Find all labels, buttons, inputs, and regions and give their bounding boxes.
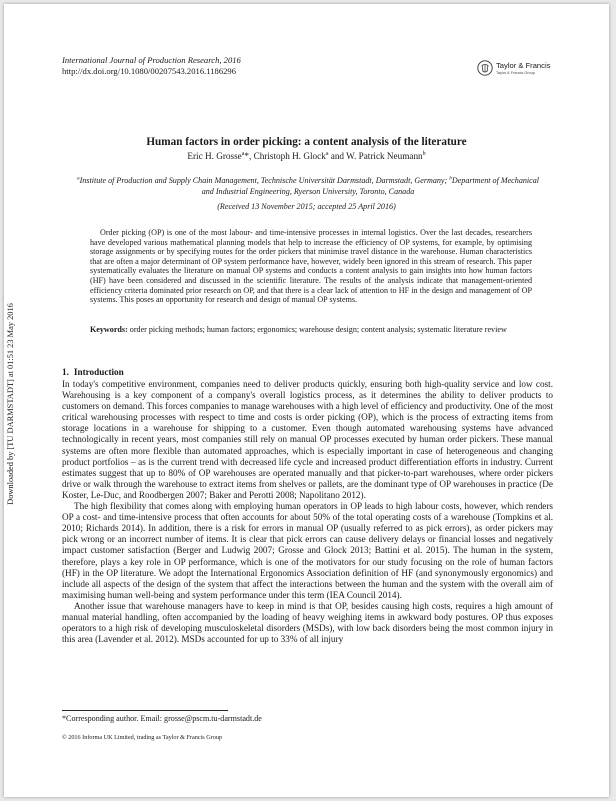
- section-heading: [62, 367, 124, 378]
- affiliation-b: Department of Mechanical and Industrial Engineering, Ryerson University, Toronto, Canada: [201, 176, 540, 196]
- section-number: 1.: [62, 367, 69, 377]
- affiliations: $^a$Institute of Production and Supply Chain Management, Technische Universität Darmstadt, Darmstadt, Germany; $^b$Department of Mechanical and Industrial Engineering, Ryerson University, Toronto, Canada: [76, 175, 540, 196]
- section-title: Introduction: [73, 367, 124, 377]
- abstract: [90, 228, 532, 305]
- author-name: W. Patrick Neumann: [346, 151, 423, 161]
- publisher-name: Taylor & Francis: [496, 61, 551, 70]
- author-affil-sup: a: [241, 150, 245, 157]
- body-paragraph: In today's competitive environment, companies need to deliver products quickly, ensuring both high-quality service and low cost. Warehousing is a key component of a company's overall logistics process, as it determines the ability to deliver products to customers on demand. This forces companies to manage warehouses with a high level of efficiency and productivity. One of the most critical warehousing processes with respect to time and costs is order picking (OP), which is the process of extracting items from storage locations in a warehouse for shipping to a customer. Even though automated warehousing systems have advanced technologically in recent years, most companies still rely on manual OP processes executed by human order pickers. These manual systems are often more flexible than automated approaches, which is especially important in case of heterogeneous and changing product portfolios – as is the current trend with decreased life cycle and increased product differentiation efforts in industry. Current estimates suggest that up to 80% of OP warehouses are operated manually and that picker-to-part warehouses, where order pickers drive or walk through the warehouse to extract items from shelves or pallets, are the dominant type of OP warehouses in practice (De Koster, Le-Duc, and Roodbergen 2007; Baker and Perotti 2008; Napolitano 2012).: [62, 379, 553, 500]
- paper-title: Human factors in order picking: a content analysis of the literature: [146, 136, 467, 148]
- body-paragraph: Another issue that warehouse managers have to keep in mind is that OP, besides causing high costs, requires a high amount of manual material handling, often accompanied by the loading of heavy weighing items in awkward body postures. OP thus exposes operators to a high risk of developing musculoskeletal disorders (MSDs), with low back disorders being the most common injury in this area (Lavender et al. 2012). MSDs accounted for up to 33% of all injury: [62, 600, 553, 645]
- footnote-rule: [62, 710, 228, 711]
- body-paragraph: The high flexibility that comes along with employing human operators in OP leads to high labour costs, however, which renders OP a cost- and time-intensive process that often accounts for about 50% of the total operating costs of a warehouse (Tompkins et al. 2010; Richards 2014). In addition, there is a risk for errors in manual OP (usually referred to as pick errors), as order pickers may pick wrong or an incorrect number of items. It is clear that pick errors can cause delivery delays or financial losses and negatively impact customer satisfaction (Berger and Ludwig 2007; Grosse and Glock 2013; Battini et al. 2015). The human in the system, therefore, plays a key role in OP performance, which is one of the motivators for our study focusing on the role of human factors (HF) in the OP literature. We adopt the International Ergonomics Association definition of HF (and synonymously ergonomics) and include all aspects of the design of the system that affect the interactions between the human and the system with the overall aim of maximising human well-being and system performance under this term (IEA Council 2014).: [62, 501, 553, 600]
- corresponding-author-footnote: *Corresponding author. Email: grosse@pscm.tu-darmstadt.de: [62, 714, 262, 723]
- paper-page: [4, 4, 609, 797]
- journal-name: International Journal of Production Research, 2016: [62, 55, 241, 65]
- author-affil-sup: b: [422, 150, 426, 157]
- publisher-logo: [477, 58, 567, 80]
- affiliation-a: Institute of Production and Supply Chain Management, Technische Universität Darmstadt, Darmstadt, Germany;: [79, 176, 450, 185]
- section-body: [62, 379, 553, 645]
- copyright-notice: © 2016 Informa UK Limited, trading as Taylor & Francis Group: [62, 734, 223, 741]
- publisher-group: Taylor & Francis Group: [496, 71, 535, 75]
- download-stamp: Downloaded by [TU DARMSTADT] at 01:51 23 May 2016: [6, 303, 15, 505]
- author-list: Eric H. Grosse$^a$*, Christoph H. Glock$^a$ and W. Patrick Neumann$^b$: [187, 150, 426, 161]
- keywords-label: Keywords:: [90, 325, 128, 334]
- abstract-text: Order picking (OP) is one of the most labour- and time-intensive processes in internal logistics. Over the last decades, researchers have developed various mathematical planning models that help to increase the efficiency of OP systems, for example, by optimising storage assignments or by specifying routes for the order pickers that minimise travel distance in the warehouse. Human characteristics that are often a major determinant of OP system performance have, however, widely been ignored in this stream of research. This paper systematically evaluates the literature on manual OP systems and conducts a content analysis to gain insights into how human factors (HF) have been considered and discussed in the scientific literature. The results of the analysis indicate that management-oriented efficiency criteria dominated prior research on OP, and that there is a clear lack of attention to HF in the design and management of OP systems. This poses an opportunity for research and design of manual OP systems.: [90, 228, 532, 305]
- author-affil-sup: a: [325, 150, 329, 157]
- keywords-list: order picking methods; human factors; ergonomics; warehouse design; content analysis; systematic literature review: [127, 325, 507, 334]
- author-name: Eric H. Grosse: [187, 151, 242, 161]
- doi-link[interactable]: http://dx.doi.org/10.1080/00207543.2016.1186296: [62, 66, 237, 76]
- corresponding-mark: *: [244, 151, 249, 161]
- keywords: [90, 325, 532, 335]
- received-dates: (Received 13 November 2015; accepted 25 April 2016): [217, 202, 396, 211]
- taylor-francis-logo-icon: [477, 60, 493, 76]
- author-name: Christoph H. Glock: [253, 151, 326, 161]
